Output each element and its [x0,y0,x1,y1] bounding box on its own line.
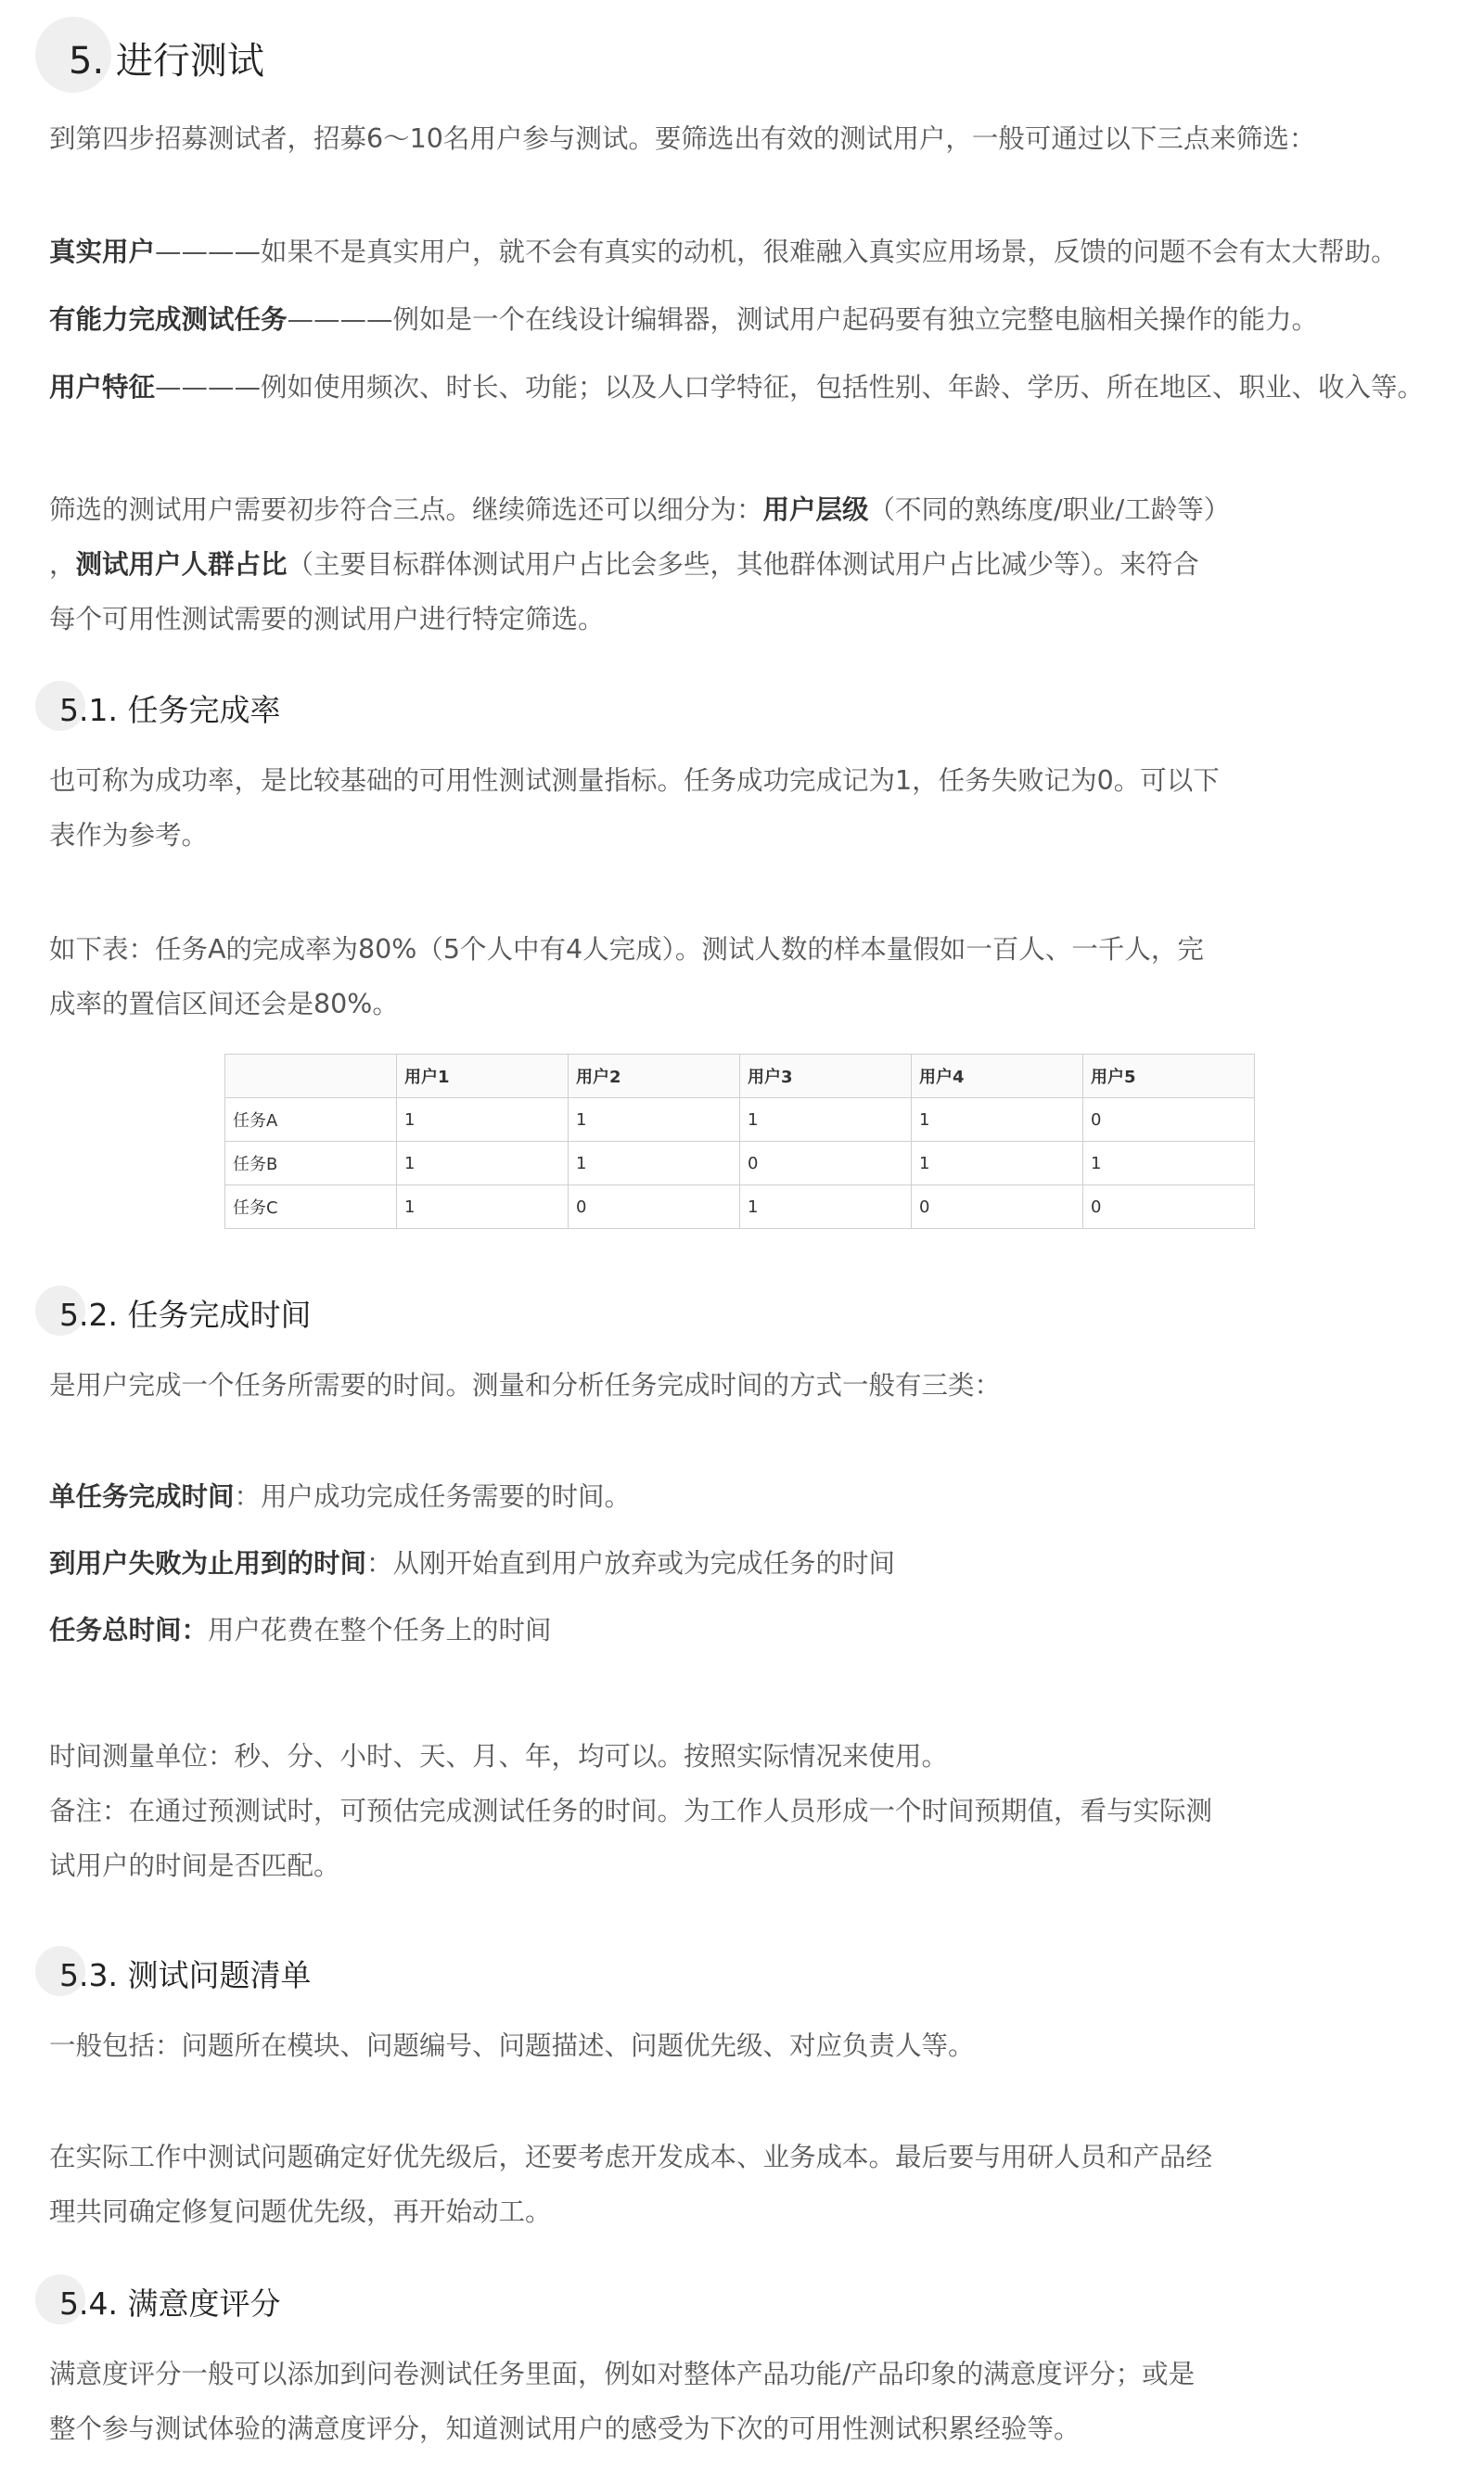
time-unit-and-note: 时间测量单位：秒、分、小时、天、月、年，均可以。按照实际情况来使用。 备注：在通过预测试时，可预估完成测试任务的时间。为工作人员形成一个时间预期值，看与实际测 试用户的时间是否匹配。 [49,1741,1213,1881]
section-5-3-heading [35,1946,312,1993]
table-header-row [225,1055,1255,1098]
table-row [225,1142,1255,1185]
table-cell: 任务A [225,1098,397,1142]
section-5-2-title: 5.2. 任务完成时间 [59,1297,312,1333]
intro-text: 到第四步招募测试者，招募6～10名用户参与测试。要筛选出有效的测试用户，一般可通过以下三点来筛选： [49,123,1316,154]
table-cell: 1 [569,1098,740,1142]
screening-detail: 筛选的测试用户需要初步符合三点。继续筛选还可以细分为：用户层级（不同的熟练度/职业/工龄等） ，测试用户人群占比（主要目标群体测试用户占比会多些，其他群体测试用户占比减少等）。来符合 每个可用性测试需要的测试用户进行特定筛选。 [49,494,1231,634]
section-5-1-para-2: 如下表：任务A的完成率为80%（5个人中有4人完成）。测试人数的样本量假如一百人、一千人，完 成率的置信区间还会是80%。 [49,934,1204,1019]
table-cell: 0 [740,1142,912,1185]
completion-rate-table [224,1054,1255,1229]
table-cell: 1 [397,1142,569,1185]
section-5-1-heading [35,681,281,728]
section-5-heading [35,17,264,83]
section-5-3-para-1: 一般包括：问题所在模块、问题编号、问题描述、问题优先级、对应负责人等。 [49,2030,975,2061]
table-cell: 0 [1083,1098,1255,1142]
screening-criteria [49,224,1440,415]
section-5-2-intro: 是用户完成一个任务所需要的时间。测量和分析任务完成时间的方式一般有三类： [49,1370,1002,1401]
table-row [225,1098,1255,1142]
section-5-intro [49,111,1440,166]
section-5-3-title: 5.3. 测试问题清单 [59,1957,312,1993]
table-header-cell: 用户3 [740,1055,912,1098]
section-5-1-title: 5.1. 任务完成率 [59,692,281,728]
time-types-list [49,1469,1440,1658]
section-5-3-para-2: 在实际工作中测试问题确定好优先级后，还要考虑开发成本、业务成本。最后要与用研人员和产品经 理共同确定修复问题优先级，再开始动工。 [49,2142,1213,2227]
table-cell: 1 [569,1142,740,1185]
table-cell: 0 [569,1185,740,1229]
table-cell: 1 [912,1142,1083,1185]
section-5-4-title: 5.4. 满意度评分 [59,2285,281,2322]
table-row [225,1185,1255,1229]
table-cell: 1 [1083,1142,1255,1185]
table-cell: 0 [1083,1185,1255,1229]
table-cell: 1 [397,1098,569,1142]
table-header-cell [225,1055,397,1098]
section-5-4-heading [35,2274,281,2322]
table-cell: 任务B [225,1142,397,1185]
section-5-1-para-1: 也可称为成功率，是比较基础的可用性测试测量指标。任务成功完成记为1，任务失败记为0。可以下 表作为参考。 [49,765,1220,851]
list-item: 单任务完成时间：用户成功完成任务需要的时间。 [49,1481,632,1512]
table-cell: 1 [740,1185,912,1229]
criterion-real-user: 真实用户————如果不是真实用户，就不会有真实的动机，很难融入真实应用场景，反馈的问题不会有太大帮助。 [49,237,1398,267]
table-cell: 1 [397,1185,569,1229]
table-cell: 1 [912,1098,1083,1142]
criterion-features: 用户特征————例如使用频次、时长、功能；以及人口学特征，包括性别、年龄、学历、所在地区、职业、收入等。 [49,372,1425,403]
table-header-cell: 用户5 [1083,1055,1255,1098]
section-5-4-para: 满意度评分一般可以添加到问卷测试任务里面，例如对整体产品功能/产品印象的满意度评分；或是 整个参与测试体验的满意度评分，知道测试用户的感受为下次的可用性测试积累经验等。 [49,2359,1196,2444]
section-5-title: 5. 进行测试 [69,40,264,83]
table-header-cell: 用户4 [912,1055,1083,1098]
table-cell: 任务C [225,1185,397,1229]
table-cell: 1 [740,1098,912,1142]
list-item: 到用户失败为止用到的时间：从刚开始直到用户放弃或为完成任务的时间 [49,1548,896,1579]
section-5-2-heading [35,1286,312,1333]
table-header-cell: 用户2 [569,1055,740,1098]
table-header-cell: 用户1 [397,1055,569,1098]
list-item: 任务总时间：用户花费在整个任务上的时间 [49,1615,552,1645]
criterion-capable: 有能力完成测试任务————例如是一个在线设计编辑器，测试用户起码要有独立完整电脑相关操作的能力。 [49,304,1319,335]
table-cell: 0 [912,1185,1083,1229]
